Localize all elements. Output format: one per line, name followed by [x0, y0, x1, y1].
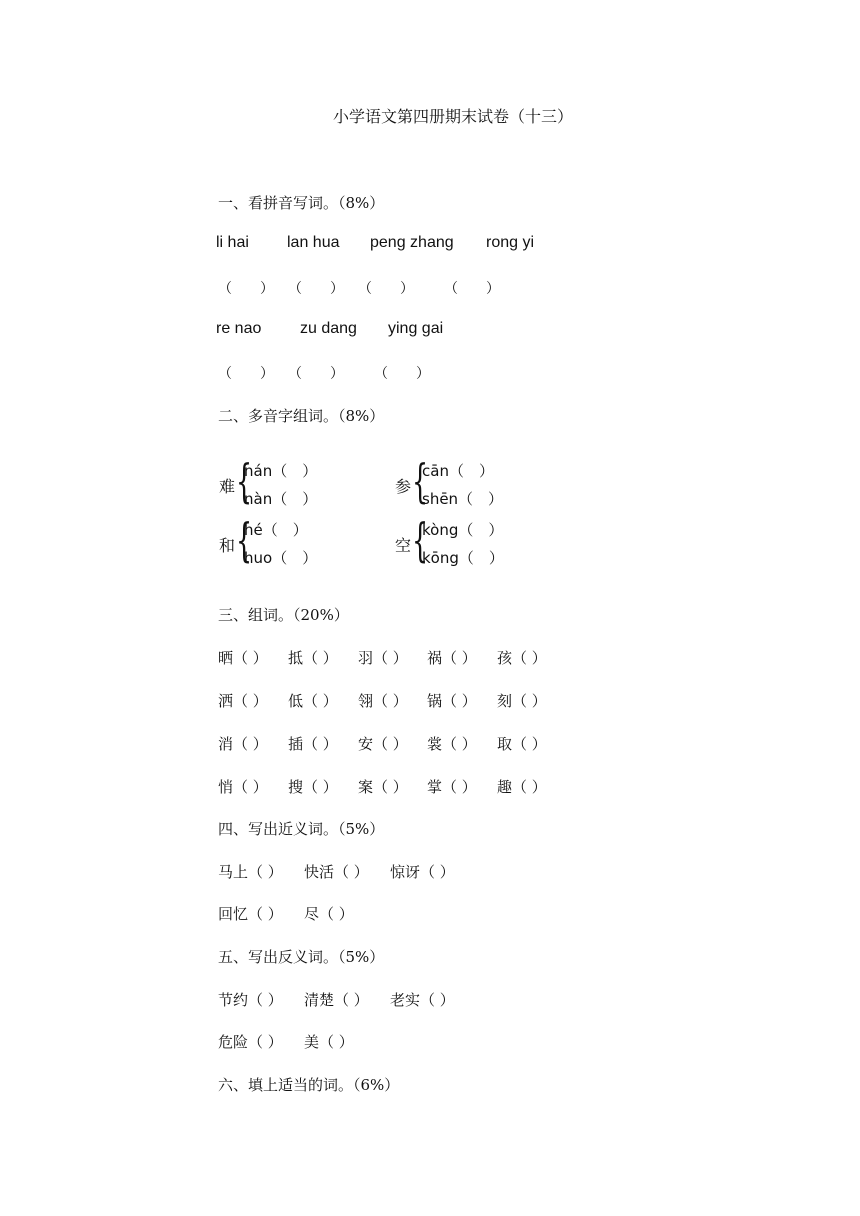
synonym-row: [218, 903, 354, 924]
polyphone-char: 难: [219, 477, 236, 496]
word-item[interactable]: 裳（ ）: [427, 735, 477, 753]
synonym-item[interactable]: 马上（ ）: [218, 863, 283, 881]
word-item[interactable]: 祸（ ）: [427, 649, 477, 667]
pinyin-peng-zhang: peng zhang: [370, 234, 454, 251]
polyphone-char: 和: [219, 536, 236, 555]
pinyin-rong-yi: rong yi: [486, 234, 535, 251]
word-item[interactable]: 翎（ ）: [358, 692, 408, 710]
word-item[interactable]: 洒（ ）: [218, 692, 268, 710]
reading-blank[interactable]: huo（ ）: [244, 549, 318, 567]
pinyin-lan-hua: lan hua: [287, 234, 340, 251]
word-item[interactable]: 案（ ）: [358, 778, 408, 796]
word-item[interactable]: 刻（ ）: [497, 692, 547, 710]
word-item[interactable]: 悄（ ）: [218, 778, 268, 796]
synonym-item[interactable]: 惊讶（ ）: [390, 863, 455, 881]
reading-blank[interactable]: hé（ ）: [244, 521, 308, 539]
antonym-row: [218, 1031, 354, 1052]
pinyin-ying-gai: ying gai: [388, 320, 444, 337]
section2-heading: 二、多音字组词。（8%）: [218, 407, 385, 425]
answer-blank[interactable]: （ ）: [288, 366, 344, 382]
synonym-item[interactable]: 回忆（ ）: [218, 905, 283, 923]
pinyin-li-hai: li hai: [216, 234, 249, 251]
word-item[interactable]: 搜（ ）: [288, 778, 338, 796]
answer-blank[interactable]: （ ）: [288, 281, 344, 297]
word-item[interactable]: 羽（ ）: [358, 649, 408, 667]
word-row: [218, 647, 547, 668]
reading-blank[interactable]: shēn（ ）: [422, 490, 504, 508]
synonym-row: [218, 861, 455, 882]
antonym-item[interactable]: 老实（ ）: [390, 991, 455, 1009]
section6-heading: 六、填上适当的词。（6%）: [218, 1076, 400, 1094]
word-row: [218, 776, 547, 797]
word-item[interactable]: 孩（ ）: [497, 649, 547, 667]
section5-heading: 五、写出反义词。（5%）: [218, 948, 385, 966]
reading-blank[interactable]: kòng（ ）: [422, 521, 504, 539]
pinyin-zu-dang: zu dang: [300, 320, 357, 337]
answer-blank[interactable]: （ ）: [358, 281, 414, 297]
word-item[interactable]: 趣（ ）: [497, 778, 547, 796]
word-item[interactable]: 插（ ）: [288, 735, 338, 753]
section1-heading: 一、看拼音写词。（8%）: [218, 194, 385, 212]
word-item[interactable]: 消（ ）: [218, 735, 268, 753]
brace-icon: {: [236, 513, 253, 567]
antonym-row: [218, 989, 455, 1010]
polyphone-char: 空: [395, 536, 412, 555]
brace-icon: {: [412, 513, 429, 567]
answer-blank[interactable]: （ ）: [218, 281, 274, 297]
antonym-item[interactable]: 危险（ ）: [218, 1033, 283, 1051]
polyphone-char: 参: [395, 477, 412, 496]
reading-blank[interactable]: kōng（ ）: [422, 549, 504, 567]
antonym-item[interactable]: 美（ ）: [304, 1033, 354, 1051]
word-item[interactable]: 晒（ ）: [218, 649, 268, 667]
word-item[interactable]: 锅（ ）: [427, 692, 477, 710]
pinyin-re-nao: re nao: [216, 320, 262, 337]
word-row: [218, 690, 547, 711]
page-title: 小学语文第四册期末试卷（十三）: [332, 107, 573, 126]
answer-blank[interactable]: （ ）: [374, 366, 430, 382]
antonym-item[interactable]: 节约（ ）: [218, 991, 283, 1009]
section4-heading: 四、写出近义词。（5%）: [218, 820, 385, 838]
word-item[interactable]: 安（ ）: [358, 735, 408, 753]
section3-heading: 三、组词。（20%）: [218, 606, 349, 624]
synonym-item[interactable]: 快活（ ）: [304, 863, 369, 881]
antonym-item[interactable]: 清楚（ ）: [304, 991, 369, 1009]
synonym-item[interactable]: 尽（ ）: [304, 905, 354, 923]
word-item[interactable]: 抵（ ）: [288, 649, 338, 667]
answer-blank[interactable]: （ ）: [444, 281, 500, 297]
brace-icon: {: [236, 454, 253, 508]
reading-blank[interactable]: cān（ ）: [422, 462, 494, 480]
word-row: [218, 733, 547, 754]
reading-blank[interactable]: nán（ ）: [244, 462, 318, 480]
word-item[interactable]: 掌（ ）: [427, 778, 477, 796]
word-item[interactable]: 低（ ）: [288, 692, 338, 710]
reading-blank[interactable]: nàn（ ）: [244, 490, 318, 508]
answer-blank[interactable]: （ ）: [218, 366, 274, 382]
word-item[interactable]: 取（ ）: [497, 735, 547, 753]
brace-icon: {: [412, 454, 429, 508]
